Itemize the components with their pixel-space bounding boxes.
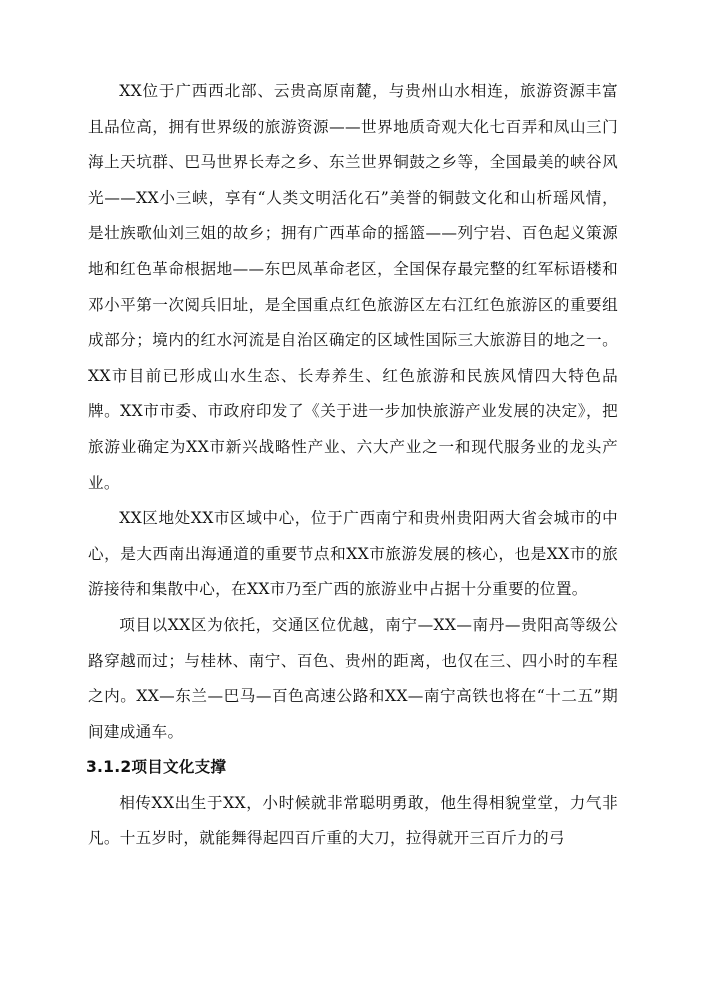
section-heading: 3.1.2项目文化支撑 (86, 758, 227, 777)
paragraph-tourism-resources: XX位于广西西北部、云贵高原南麓，与贵州山水相连，旅游资源丰富且品位高，拥有世界级的旅游资源——世界地质奇观大化七百弄和凤山三门海上天坑群、巴马世界长寿之乡、东兰世界铜鼓之乡等，全国最美的峡谷风光——XX小三峡，享有“人类文明活化石”美誉的铜鼓文化和山析瑶风情，是壮族歌仙刘三姐的故乡；拥有广西革命的摇篮——列宁岩、百色起义策源地和红色革命根据地——东巴凤革命老区，全国保存最完整的红军标语楼和邓小平第一次阅兵旧址，是全国重点红色旅游区左右江红色旅游区的重要组成部分；境内的红水河流是自治区确定的区域性国际三大旅游目的地之一。XX市目前已形成山水生态、长寿养生、红色旅游和民族风情四大特色品牌。XX市市委、市政府印发了《关于进一步加快旅游产业发展的决定》，把旅游业确定为XX市新兴战略性产业、六大产业之一和现代服务业的龙头产业。 (88, 82, 618, 492)
paragraph-culture: 相传XX出生于XX，小时候就非常聪明勇敢，他生得相貌堂堂，力气非凡。十五岁时，就能舞得起四百斤重的大刀，拉得就开三百斤力的弓 (88, 793, 618, 848)
document-page (88, 74, 618, 857)
paragraph-transport: 项目以XX区为依托，交通区位优越，南宁—XX—南丹—贵阳高等级公路穿越而过；与桂林、南宁、百色、贵州的距离，也仅在三、四小时的车程之内。XX—东兰—巴马—百色高速公路和XX—南宁高铁也将在“十二五”期间建成通车。 (88, 615, 618, 741)
paragraph-district-location: XX区地处XX市区域中心，位于广西南宁和贵州贵阳两大省会城市的中心，是大西南出海通道的重要节点和XX市旅游发展的核心，也是XX市的旅游接待和集散中心，在XX市乃至广西的旅游业中占据十分重要的位置。 (88, 509, 618, 599)
